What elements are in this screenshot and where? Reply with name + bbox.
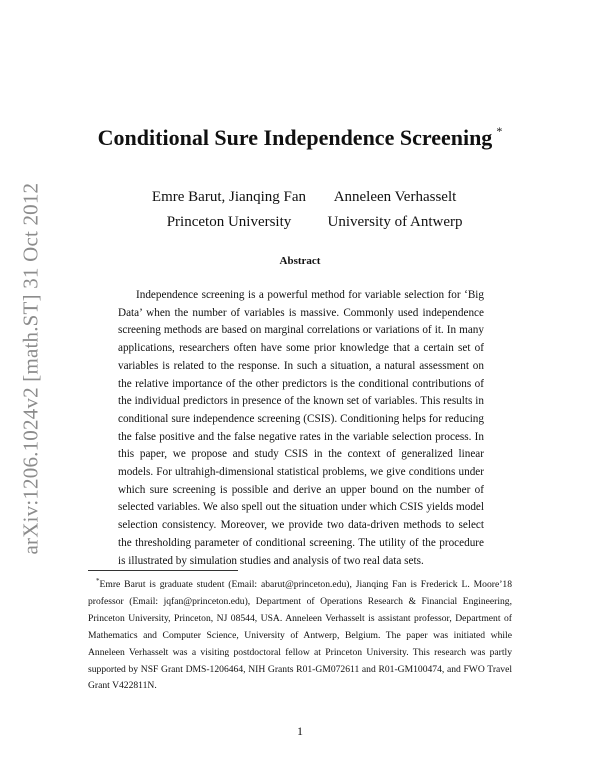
author-block-1 [132,189,326,231]
footnote-divider [88,570,238,571]
author-block-2 [325,189,465,231]
paper-title-block [70,124,530,151]
abstract-text: Independence screening is a powerful method for variable selection for ‘Big Data’ when the number of variables is massive. Commonly used independence screening methods are based on marginal correlations or variations of it. In many applications, researchers often have some prior knowledge that a certain set of variables is related to the response. In such a situation, a natural assessment on the relative importance of the other predictors is the conditional contributions of the individual predictors in presence of the known set of variables. This results in conditional sure independence screening (CSIS). Conditioning helps for reducing the false positive and the false negative rates in the variable selection process. In this paper, we propose and study CSIS in the context of generalized linear models. For ultrahigh-dimensional statistical problems, we give conditions under which sure screening is possible and derive an upper bound on the number of selected variables. We also spell out the situation under which CSIS yields model selection consistency. Moreover, we provide two data-driven methods to select the thresholding parameter of conditional screening. The utility of the procedure is illustrated by simulation studies and analysis of two real data sets. [118,289,484,567]
title-footnote-marker: * [496,124,503,138]
author-names: Emre Barut, Jianqing Fan [151,189,307,205]
abstract-heading: Abstract [279,255,321,267]
footnote-marker: * [96,577,100,585]
author-names: Anneleen Verhasselt [333,189,457,205]
footnote [88,573,512,695]
paper-title: Conditional Sure Independence Screening [97,125,493,150]
footnote-text: Emre Barut is graduate student (Email: abarut@princeton.edu), Jianqing Fan is Frederick L. Moore’18 professor (Email: jqfan@princeton.edu), Department of Operations Research & Financial Engineering, Princeton University, Princeton, NJ 08544, USA. Anneleen Verhasselt is assistant professor, Department of Mathematics and Computer Science, University of Antwerp, Belgium. The paper was initiated while Anneleen Verhasselt was a visiting postdoctoral fellow at Princeton University. This research was partly supported by NSF Grant DMS-1206464, NIH Grants R01-GM072611 and R01-GM100474, and FWO Travel Grant V422811N. [88,579,512,692]
arxiv-identifier: arXiv:1206.1024v2 [math.ST] 31 Oct 2012 [18,182,43,555]
author-affiliation: University of Antwerp [327,214,463,230]
author-affiliation: Princeton University [166,214,292,230]
page-number: 1 [297,724,303,738]
